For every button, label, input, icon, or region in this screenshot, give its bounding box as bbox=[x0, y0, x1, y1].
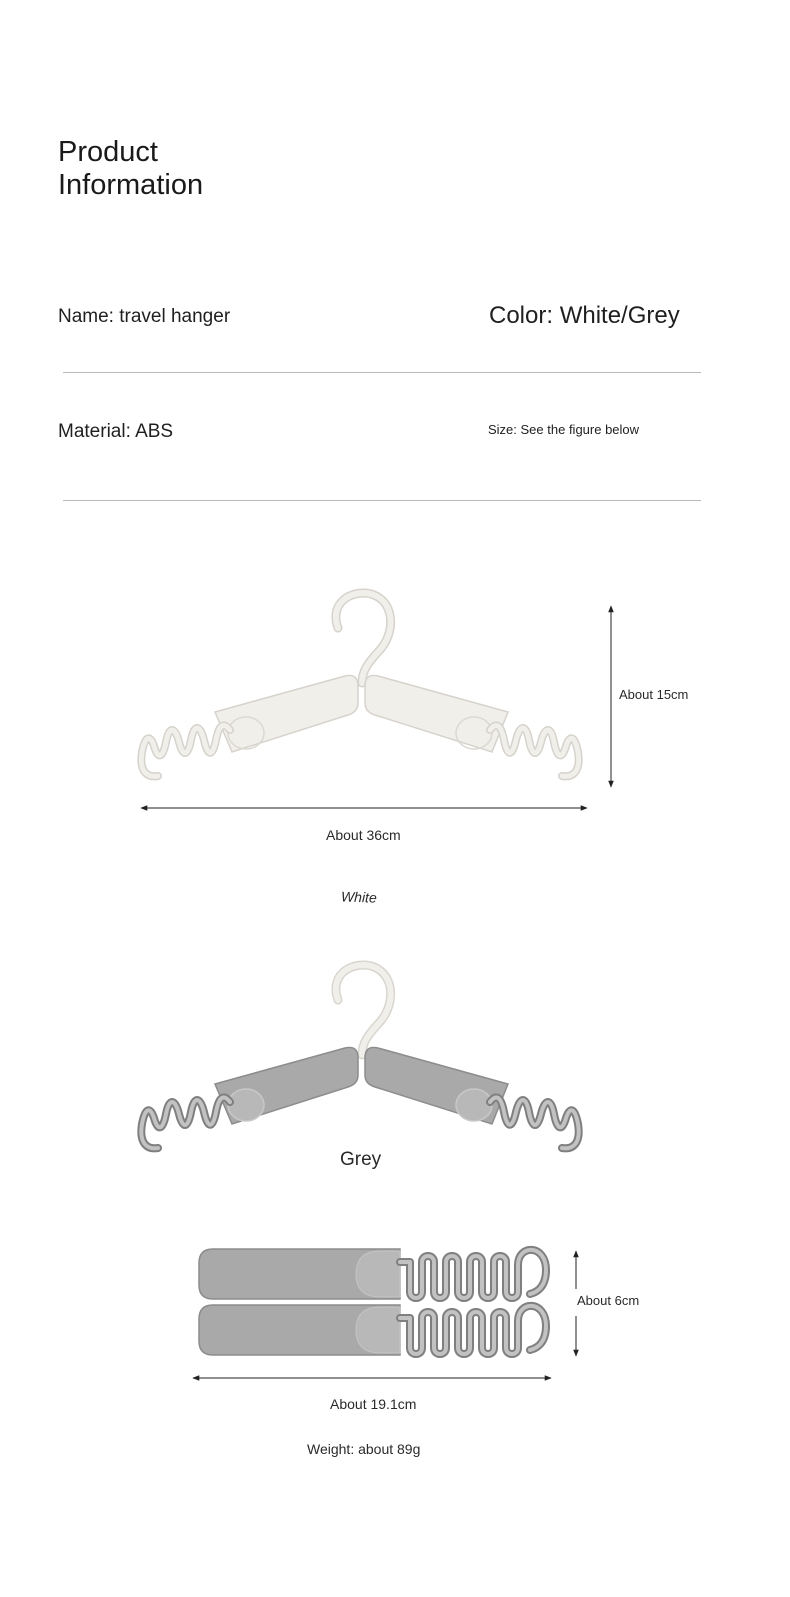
folded-hanger-image bbox=[199, 1249, 546, 1355]
spec-material: Material: ABS bbox=[58, 421, 174, 442]
title-line-2: Information bbox=[58, 169, 204, 201]
folded-width-label: About 19.1cm bbox=[330, 1396, 417, 1412]
folded-height-label: About 6cm bbox=[577, 1293, 640, 1308]
weight-label: Weight: about 89g bbox=[307, 1441, 421, 1457]
white-color-label: White bbox=[340, 888, 378, 906]
spec-size: Size: See the figure below bbox=[488, 422, 640, 437]
spec-color: Color: White/Grey bbox=[489, 302, 680, 329]
grey-hanger-image bbox=[141, 965, 578, 1148]
spec-name: Name: travel hanger bbox=[58, 306, 231, 327]
white-width-label: About 36cm bbox=[326, 827, 401, 843]
title-line-1: Product bbox=[58, 136, 158, 168]
white-hanger-image bbox=[141, 593, 578, 776]
grey-color-label: Grey bbox=[340, 1149, 382, 1170]
white-height-label: About 15cm bbox=[619, 687, 689, 702]
